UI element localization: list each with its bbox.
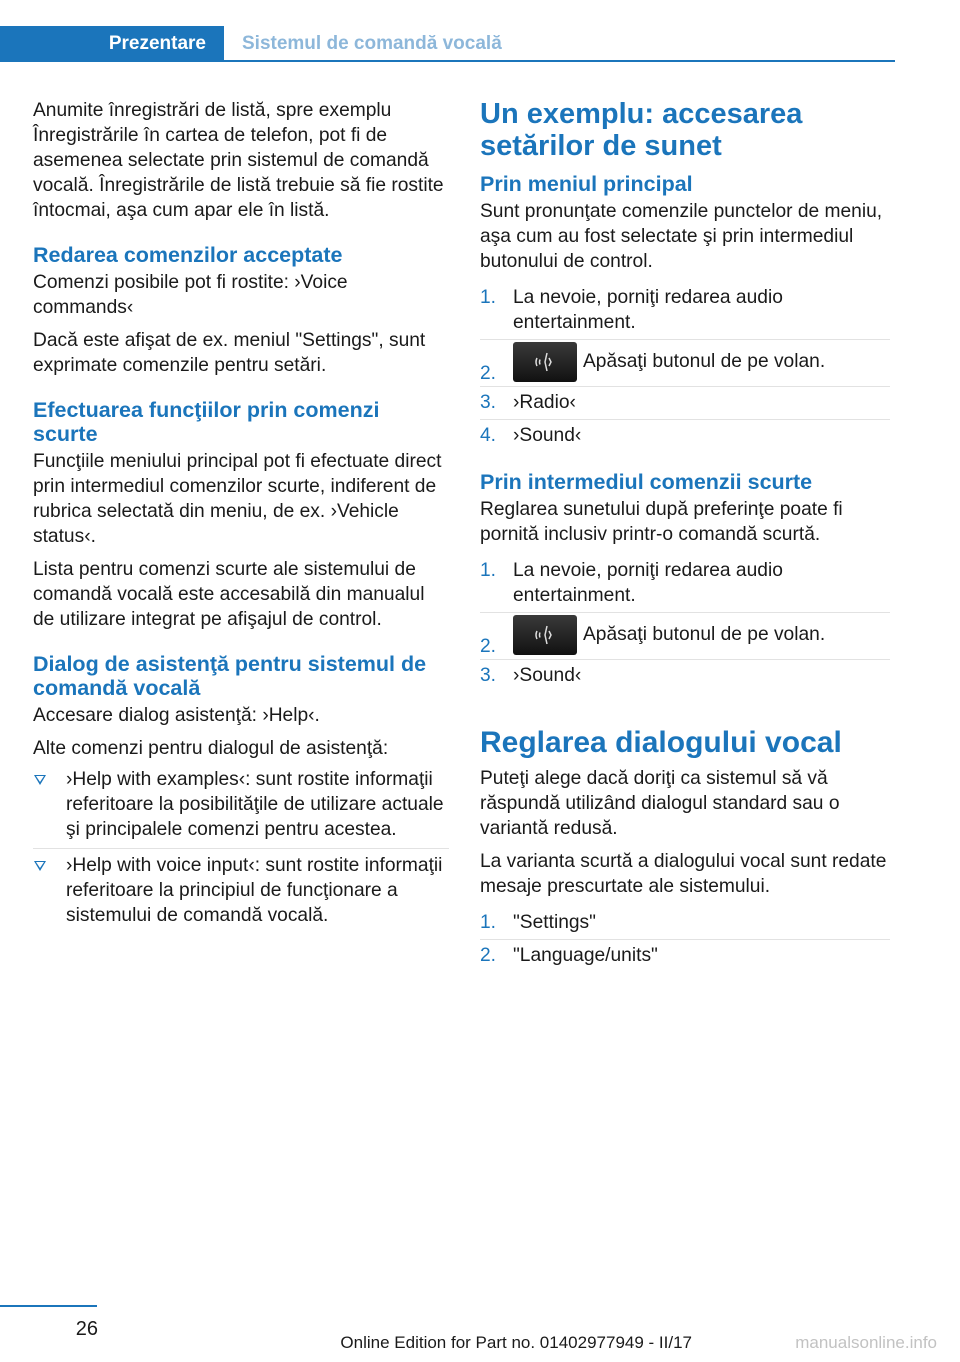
steps-voice-dialog	[480, 907, 890, 972]
subsection-title-main-menu: Prin meniul principal	[480, 172, 693, 196]
step-item: 2. "Language/units"	[480, 945, 658, 966]
section-title-accepted-commands: Redarea comenzilor acceptate	[33, 243, 343, 267]
step-item: 2. Apăsaţi butonul de pe volan.	[480, 613, 890, 660]
steps-short-command	[480, 555, 890, 692]
paragraph: Funcţiile meniului principal pot fi efectuate direct prin intermediul comenzilor scurte, indiferent de rubrica selectată din meniu, de ex. ›Vehicle status‹.	[33, 451, 442, 547]
section-title-short-commands: Efectuarea funcţiilor prin comenzi scurte	[33, 398, 380, 446]
intro-paragraph: Anumite înregistrări de listă, spre exemplu Înregistrările în cartea de telefon, pot fi de asemenea selectate prin sistemul de comandă vocală. Înregistrările de listă trebuie să fie rostite întocmai, aşa cum apar ele în listă.	[33, 100, 444, 221]
watermark: manualsonline.info	[795, 1333, 937, 1352]
voice-button-image	[513, 615, 577, 655]
right-column	[480, 98, 890, 982]
paragraph: Sunt pronunţate comenzile punctelor de meniu, aşa cum au fost selectate şi prin intermediul butonului de control.	[480, 201, 883, 272]
page-header	[0, 26, 895, 62]
step-item: 1. La nevoie, porniţi redarea audio entertainment.	[480, 555, 890, 613]
list-item: ›Help with examples‹: sunt rostite informaţii referitoare la posibilităţile de utilizare actuale şi principalele comenzi pentru acestea.	[33, 763, 449, 849]
steps-main-menu	[480, 282, 890, 452]
paragraph: Dacă este afişat de ex. meniul "Settings", sunt exprimate comenzile pentru setări.	[33, 330, 426, 376]
triangle-bullet-icon	[34, 861, 46, 871]
tab-prezentare[interactable]: Prezentare	[0, 26, 224, 62]
step-item: 3. ›Sound‹	[480, 665, 582, 686]
edition-info: Online Edition for Part no. 01402977949 - II/17	[340, 1333, 692, 1352]
help-commands-list	[33, 763, 449, 934]
section-title-voice-dialog: Reglarea dialogului vocal	[480, 726, 842, 759]
paragraph: Alte comenzi pentru dialogul de asistenţă:	[33, 738, 389, 759]
step-item: 1. La nevoie, porniţi redarea audio entertainment.	[480, 282, 890, 340]
voice-command-icon	[533, 350, 557, 374]
list-item: ›Help with voice input‹: sunt rostite informaţii referitoare la principiul de funcţionare a sistemului de comandă vocală.	[33, 849, 449, 934]
paragraph: Puteţi alege dacă doriţi ca sistemul să vă răspundă utilizând dialogul standard sau o variantă redusă.	[480, 768, 840, 839]
step-item: 4. ›Sound‹	[480, 425, 582, 446]
step-item: 1. "Settings"	[480, 907, 890, 940]
voice-button-image	[513, 342, 577, 382]
page-number: 26	[75, 1318, 98, 1340]
paragraph: Reglarea sunetului după preferinţe poate fi pornită inclusiv printr-o comandă scurtă.	[480, 499, 843, 545]
section-title-sound-example: Un exemplu: accesarea setărilor de sunet	[480, 98, 803, 162]
triangle-bullet-icon	[34, 775, 46, 785]
left-column	[33, 98, 449, 934]
paragraph: Comenzi posibile pot fi rostite: ›Voice commands‹	[33, 272, 348, 318]
footer-rule	[0, 1305, 97, 1307]
voice-command-icon	[533, 623, 557, 647]
paragraph: Lista pentru comenzi scurte ale sistemului de comandă vocală este accesabilă din manualul de utilizare integrat pe afişajul de control.	[33, 559, 425, 630]
paragraph: La varianta scurtă a dialogului vocal sunt redate mesaje prescurtate ale sistemului.	[480, 851, 887, 897]
subsection-title-short-command: Prin intermediul comenzii scurte	[480, 470, 813, 494]
step-item: 3. ›Radio‹	[480, 387, 890, 420]
step-item: 2. Apăsaţi butonul de pe volan.	[480, 340, 890, 387]
tab-voice-control[interactable]: Sistemul de comandă vocală	[242, 33, 502, 54]
section-title-help-dialog: Dialog de asistenţă pentru sistemul de comandă vocală	[33, 652, 427, 700]
paragraph: Accesare dialog asistenţă: ›Help‹.	[33, 705, 320, 726]
